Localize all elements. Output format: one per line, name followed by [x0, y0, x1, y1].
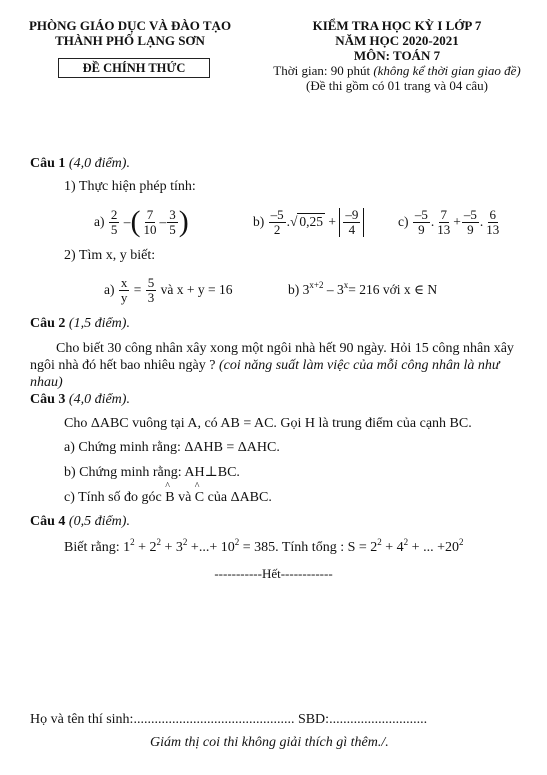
q3-c-mid: và — [174, 490, 195, 505]
time-info — [252, 63, 542, 78]
time-text: Thời gian: 90 phút — [273, 63, 374, 78]
fraction: $\frac{-5}{2}$ — [270, 206, 284, 237]
q1-part1-label: 1) Thực hiện phép tính: — [64, 179, 196, 194]
exam-header — [252, 18, 542, 93]
q2-body-text: Cho biết 30 công nhân xây xong một ngôi nhà hết 90 ngày. Hỏi 15 công nhân xây ngôi nhà đó hết bao nhiêu ngày ? — [30, 341, 514, 373]
q4-mid: = 385. Tính tổng : S = — [239, 540, 371, 555]
fraction: $\frac{2}{5}$ — [110, 206, 118, 237]
candidate-name-field[interactable]: .............................................. — [133, 712, 295, 727]
q1-2a-label: a) — [104, 282, 115, 297]
q1-expr-b: b) $\frac{-5}{2}$ . √ 0,25 + $\frac{-9}{4}$ — [253, 204, 364, 240]
q3-part-b: b) Chứng minh rằng: AH⊥BC. — [64, 465, 240, 480]
q3-c-prefix: c) Tính số đo góc — [64, 490, 166, 505]
q4-heading — [30, 514, 130, 530]
absolute-value: $\frac{-9}{4}$ — [339, 208, 364, 237]
q1-title: Câu 1 — [30, 156, 69, 171]
q3-intro: Cho ΔABC vuông tại A, có AB = AC. Gọi H là trung điểm của cạnh BC. — [64, 416, 472, 431]
fraction: $\frac{-5}{9}$ — [414, 206, 428, 237]
supervisor-note: Giám thị coi thi không giải thích gì thêm./. — [150, 735, 389, 750]
candidate-name-label: Họ và tên thí sinh: — [30, 712, 134, 727]
q1-heading — [30, 156, 130, 172]
q1-expr-2b: b) $3^{x+2} - 3^x$ = 216 với x ∈ N — [288, 280, 438, 297]
q2-points: (1,5 điểm). — [68, 316, 130, 331]
q2-title: Câu 2 — [30, 316, 69, 331]
fraction: $\frac{3}{5}$ — [169, 206, 176, 237]
q1-part2-label: 2) Tìm x, y biết: — [64, 248, 156, 263]
q3-part-c: c) Tính số đo góc B ^ và C ^ của ΔABC. — [64, 481, 272, 505]
q4-points: (0,5 điểm). — [68, 514, 130, 529]
q3-points: (4,0 điểm). — [68, 392, 130, 407]
subject: MÔN: TOÁN 7 — [353, 48, 441, 63]
q1-a-label: a) — [94, 214, 105, 229]
fraction: $\frac{-5}{9}$ — [463, 206, 477, 237]
fraction: $\frac{x}{y}$ — [120, 274, 128, 305]
fraction: $\frac{6}{13}$ — [486, 206, 500, 237]
q4-end: ... +20 — [423, 540, 459, 555]
department-header — [10, 18, 250, 48]
q3-heading — [30, 392, 130, 408]
page-note: (Đề thi gồm có 01 trang và 04 câu) — [306, 78, 488, 93]
q2-note: (coi năng suất làm việc của mỗi công nhân là như nhau) — [30, 358, 500, 390]
q4-body: Biết rằng: $1^2 + 2^2 + 3^2$ +...+ $10^2 = 385$. Tính tổng : $S = 2^2 + 4^2$ + ... $+20^2$ — [64, 537, 464, 555]
department-line-1: PHÒNG GIÁO DỤC VÀ ĐÀO TẠO — [28, 18, 232, 33]
q1-2b-label: b) — [288, 282, 300, 297]
q1-expr-a: a) $\frac{2}{5}$ – ( $\frac{7}{10}$ – $\frac{3}{5}$ ) — [94, 205, 189, 238]
q4-title: Câu 4 — [30, 514, 69, 529]
time-note: (không kể thời gian giao đề) — [373, 63, 521, 78]
q3-title: Câu 3 — [30, 392, 69, 407]
fraction: $\frac{7}{13}$ — [437, 206, 451, 237]
q1-2b-tail: = 216 với x ∈ N — [348, 282, 438, 297]
sbd-field[interactable]: ............................ — [329, 712, 428, 727]
q1-b-label: b) — [253, 214, 265, 229]
sbd-label: SBD: — [294, 712, 330, 727]
department-line-2: THÀNH PHỐ LẠNG SƠN — [55, 33, 205, 48]
fraction: $\frac{7}{10}$ — [143, 206, 157, 237]
q3-part-a: a) Chứng minh rằng: ΔAHB = ΔAHC. — [64, 440, 280, 455]
q2-heading — [30, 316, 130, 332]
official-label: ĐỀ CHÍNH THỨC — [82, 61, 186, 75]
q1-points: (4,0 điểm). — [68, 156, 130, 171]
q4-lead: Biết rằng: — [64, 540, 124, 555]
q2-body — [30, 340, 520, 391]
official-label-box — [58, 58, 210, 78]
q1-expr-c: c) $\frac{-5}{9}$ . $\frac{7}{13}$ + $\frac{-5}{9}$ . $\frac{6}{13}$ — [398, 206, 500, 237]
candidate-info — [30, 712, 427, 728]
exam-title: KIỂM TRA HỌC KỲ I LỚP 7 — [312, 18, 482, 33]
q1-2a-tail: và x + y = 16 — [160, 282, 233, 297]
square-root: √ 0,25 — [290, 214, 324, 229]
q3-c-suffix: của ΔABC. — [204, 490, 272, 505]
school-year: NĂM HỌC 2020-2021 — [335, 33, 459, 48]
q1-c-label: c) — [398, 214, 409, 229]
fraction: $\frac{5}{3}$ — [147, 274, 155, 305]
q1-expr-2a: a) $\frac{x}{y}$ = $\frac{5}{3}$ và x + y = 16 — [104, 274, 233, 305]
end-marker: -----------Hết------------ — [214, 566, 333, 581]
